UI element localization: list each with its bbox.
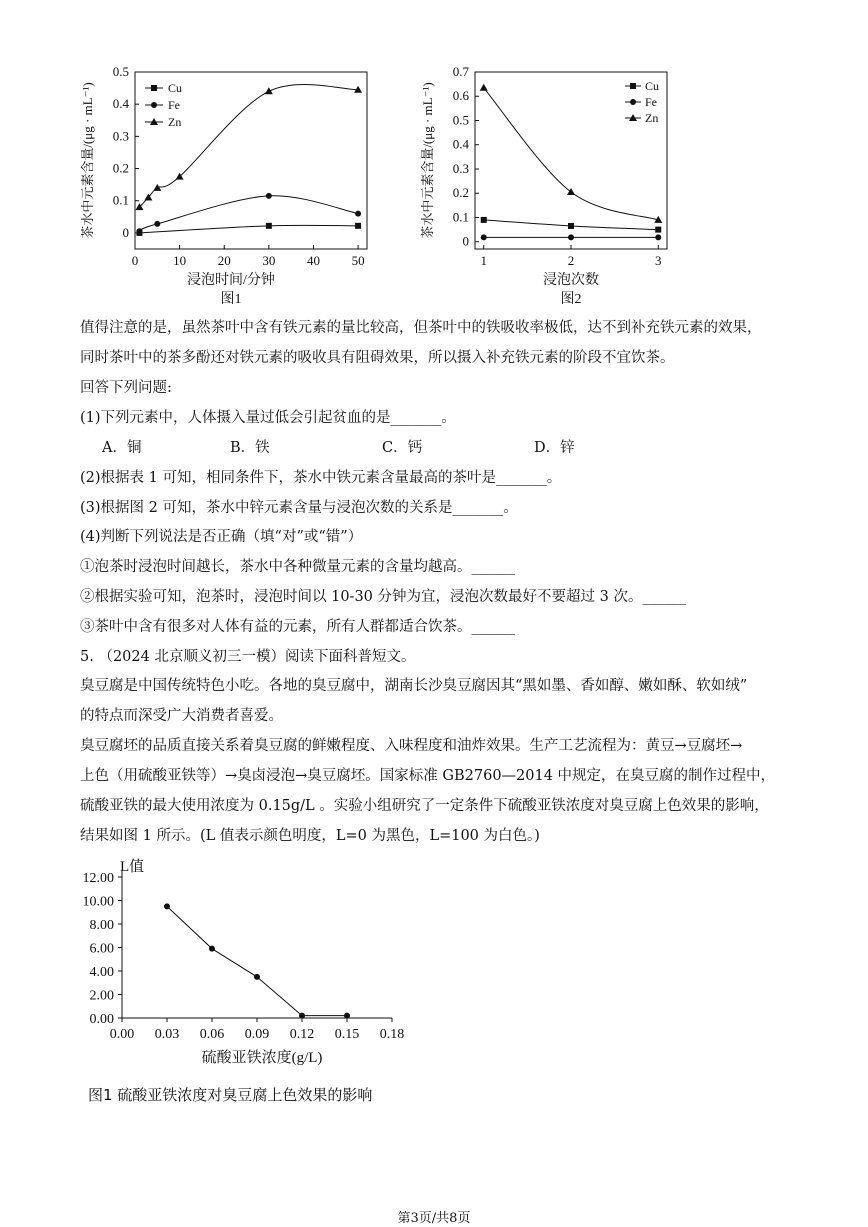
data-point-cu bbox=[355, 223, 361, 229]
figure-caption: 图1 硫酸亚铁浓度对臭豆腐上色效果的影响 bbox=[88, 1086, 373, 1104]
legend-marker bbox=[151, 102, 157, 108]
x-tick-label: 2 bbox=[567, 253, 575, 268]
y-tick-label: 0 bbox=[122, 224, 129, 240]
y-tick-label: 2.00 bbox=[89, 988, 114, 1004]
reading-line: 臭豆腐坯的品质直接关系着臭豆腐的鲜嫩程度、入味程度和油炸效果。生产工艺流程为：黄豆→豆腐坯→ bbox=[80, 738, 743, 754]
data-point bbox=[254, 974, 260, 980]
y-tick-label: 0.4 bbox=[112, 96, 129, 112]
y-tick-label: 0.5 bbox=[452, 112, 469, 128]
legend-label: Fe bbox=[168, 98, 180, 112]
option-c: C．钙 bbox=[382, 440, 423, 456]
y-tick-label: 0.7 bbox=[452, 64, 469, 79]
plot-frame bbox=[475, 72, 667, 249]
data-point-cu bbox=[568, 223, 574, 229]
legend-label: Zn bbox=[645, 111, 659, 125]
x-tick-label: 3 bbox=[655, 253, 662, 268]
x-tick-label: 20 bbox=[217, 253, 231, 268]
chart-fig1 bbox=[70, 60, 380, 310]
series-line bbox=[167, 906, 347, 1015]
data-point-fe bbox=[154, 221, 160, 227]
x-tick-label: 50 bbox=[351, 253, 365, 268]
series-line-fe bbox=[139, 196, 358, 232]
data-point-fe bbox=[655, 234, 661, 240]
x-tick-label: 0.06 bbox=[199, 1027, 225, 1042]
data-point bbox=[344, 1013, 350, 1019]
statement-1: ①泡茶时浸泡时间越长，茶水中各种微量元素的含量均越高。______ bbox=[80, 559, 515, 575]
y-tick-label: 10.00 bbox=[82, 894, 114, 910]
y-axis-label: 茶水中元素含量/(μg · mL⁻¹) bbox=[420, 82, 435, 239]
legend-label: Fe bbox=[645, 95, 657, 109]
legend-marker bbox=[151, 85, 157, 91]
x-tick-label: 0.12 bbox=[289, 1027, 315, 1042]
legend-label: Zn bbox=[168, 115, 182, 129]
y-axis-label: 茶水中元素含量/(μg · mL⁻¹) bbox=[80, 82, 95, 239]
data-point-zn bbox=[480, 84, 488, 91]
y-tick-label: 12.00 bbox=[82, 871, 114, 886]
x-tick-label: 0.00 bbox=[109, 1027, 135, 1042]
x-axis-label: 浸泡时间/分钟 bbox=[187, 273, 275, 288]
x-tick-label: 0.03 bbox=[154, 1027, 180, 1042]
page-footer: 第3页/共8页 bbox=[397, 1211, 471, 1226]
option-a: A．铜 bbox=[102, 440, 142, 456]
statement-2: ②根据实验可知，泡茶时，浸泡时间以 10-30 分钟为宜，浸泡次数最好不要超过 3 次。______ bbox=[80, 589, 686, 605]
y-tick-label: 6.00 bbox=[89, 941, 114, 957]
data-point-fe bbox=[355, 211, 361, 217]
legend-marker bbox=[630, 99, 636, 105]
data-point-cu bbox=[481, 217, 487, 223]
data-point-fe bbox=[481, 234, 487, 240]
series-line-cu bbox=[139, 225, 358, 233]
y-tick-label: 4.00 bbox=[89, 965, 114, 980]
y-tick-label: 0.6 bbox=[452, 88, 469, 104]
paragraph-line: 同时茶叶中的茶多酚还对铁元素的吸收具有阻碍效果，所以摄入补充铁元素的阶段不宜饮茶。 bbox=[80, 350, 675, 366]
x-tick-label: 1 bbox=[480, 253, 487, 268]
y-tick-label: 0 bbox=[462, 233, 469, 249]
legend-marker bbox=[630, 83, 636, 89]
reading-line: 臭豆腐是中国传统特色小吃。各地的臭豆腐中，湖南长沙臭豆腐因其“黑如墨、香如醇、嫩如酥、软如绒” bbox=[80, 678, 748, 694]
chart-fig2 bbox=[410, 60, 700, 310]
y-tick-label: 8.00 bbox=[89, 918, 114, 933]
question-5-heading: 5. （2024 北京顺义初三一模）阅读下面科普短文。 bbox=[80, 649, 416, 665]
x-tick-label: 0.09 bbox=[244, 1027, 270, 1042]
data-point-zn bbox=[567, 188, 575, 195]
y-tick-label: 0.2 bbox=[452, 185, 469, 201]
option-d: D．锌 bbox=[534, 440, 575, 456]
chart-fig3 bbox=[70, 855, 420, 1075]
figure-caption: 图2 bbox=[560, 292, 582, 307]
question-3: (3)根据图 2 可知，茶水中锌元素含量与浸泡次数的关系是_______。 bbox=[80, 500, 518, 516]
x-tick-label: 40 bbox=[306, 253, 320, 268]
data-point-fe bbox=[136, 228, 142, 234]
data-point-zn bbox=[265, 87, 273, 94]
legend-label: Cu bbox=[168, 81, 183, 95]
x-tick-label: 0.15 bbox=[334, 1027, 360, 1042]
x-axis-label: 浸泡次数 bbox=[543, 273, 599, 288]
y-axis-label: L值 bbox=[120, 859, 145, 875]
reading-line: 硫酸亚铁的最大使用浓度为 0.15g/L 。实验小组研究了一定条件下硫酸亚铁浓度对臭豆腐上色效果的影响， bbox=[80, 798, 769, 814]
x-axis-label: 硫酸亚铁浓度(g/L) bbox=[201, 1050, 323, 1066]
paragraph-line: 值得注意的是，虽然茶叶中含有铁元素的量比较高，但茶叶中的铁吸收率极低，达不到补充铁元素的效果， bbox=[80, 320, 762, 336]
data-point-fe bbox=[568, 234, 574, 240]
y-tick-label: 0.3 bbox=[112, 128, 129, 144]
y-tick-label: 0.00 bbox=[89, 1012, 114, 1027]
question-1: (1)下列元素中，人体摄入量过低会引起贫血的是_______。 bbox=[80, 410, 456, 426]
data-point-cu bbox=[655, 227, 661, 233]
y-tick-label: 0.1 bbox=[452, 209, 469, 225]
figure-caption: 图1 bbox=[220, 292, 242, 307]
y-tick-label: 0.3 bbox=[452, 160, 469, 176]
reading-line: 结果如图 1 所示。(L 值表示颜色明度，L=0 为黑色，L=100 为白色。) bbox=[80, 828, 540, 844]
x-tick-label: 0 bbox=[131, 253, 139, 268]
reading-line: 的特点而深受广大消费者喜爱。 bbox=[80, 708, 283, 724]
y-tick-label: 0.4 bbox=[452, 136, 469, 152]
question-4: (4)判断下列说法是否正确（填“对”或“错”） bbox=[80, 529, 363, 545]
data-point-cu bbox=[266, 223, 272, 229]
data-point bbox=[299, 1013, 305, 1019]
y-tick-label: 0.2 bbox=[112, 160, 129, 176]
y-tick-label: 0.1 bbox=[112, 192, 129, 208]
x-tick-label: 10 bbox=[173, 253, 187, 268]
y-tick-label: 0.5 bbox=[112, 64, 129, 79]
x-tick-label: 0.18 bbox=[379, 1027, 405, 1042]
paragraph-line: 回答下列问题: bbox=[80, 380, 172, 396]
legend-label: Cu bbox=[645, 79, 660, 93]
option-b: B．铁 bbox=[230, 440, 270, 456]
series-line-zn bbox=[484, 88, 659, 220]
reading-line: 上色（用硫酸亚铁等）→臭卤浸泡→臭豆腐坯。国家标准 GB2760—2014 中规定，在臭豆腐的制作过程中， bbox=[80, 768, 776, 784]
data-point bbox=[164, 903, 170, 909]
statement-3: ③茶叶中含有很多对人体有益的元素，所有人群都适合饮茶。______ bbox=[80, 619, 515, 635]
question-2: (2)根据表 1 可知，相同条件下，茶水中铁元素含量最高的茶叶是_______。 bbox=[80, 470, 562, 486]
x-tick-label: 30 bbox=[262, 253, 276, 268]
data-point-fe bbox=[266, 193, 272, 199]
data-point bbox=[209, 946, 215, 952]
